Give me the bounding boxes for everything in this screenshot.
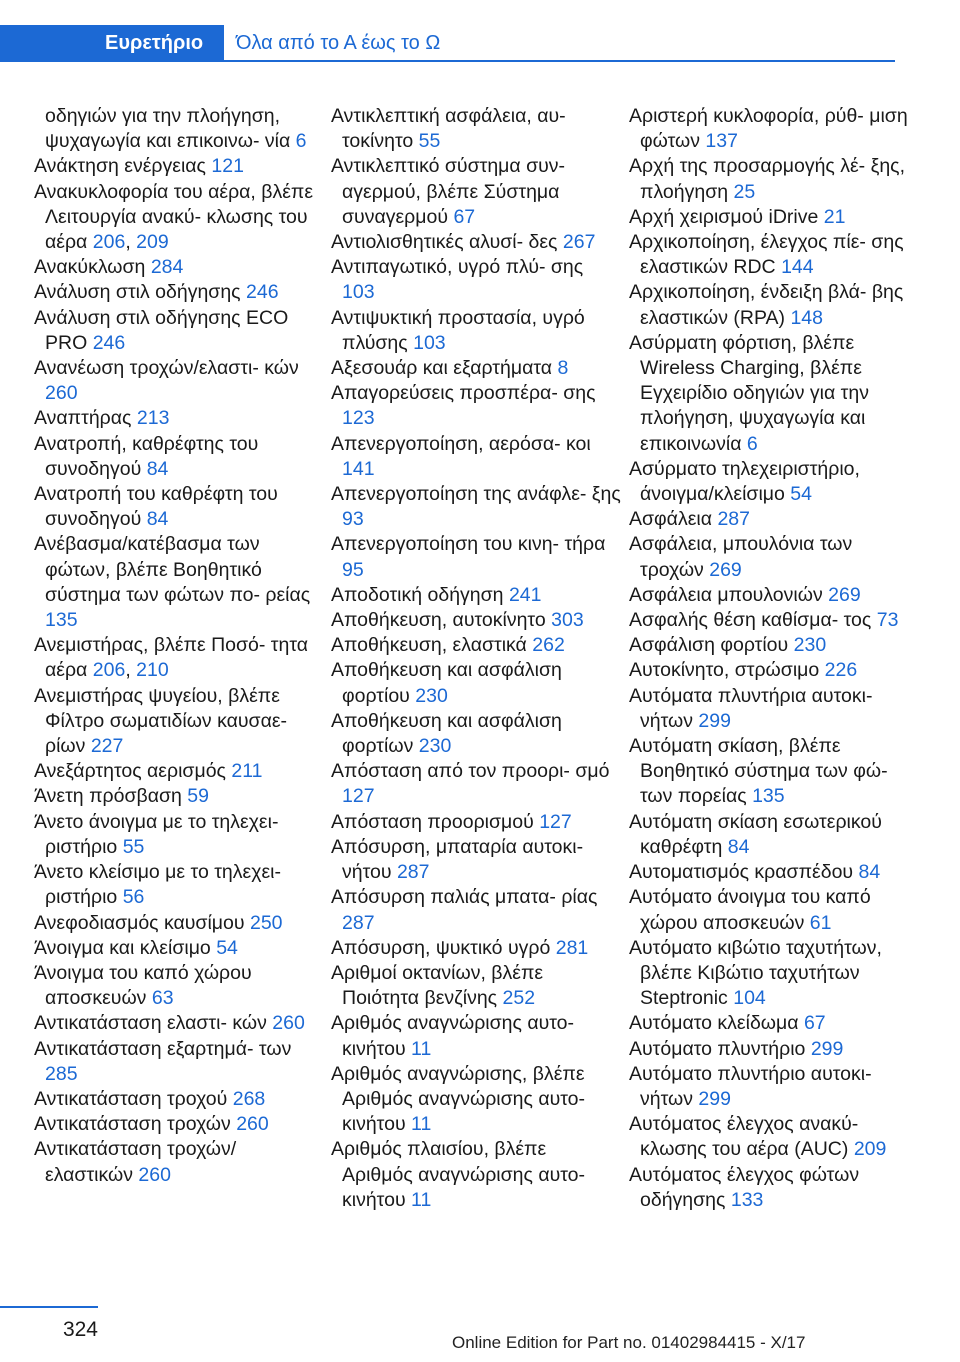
page-reference-link[interactable]: 299 (810, 1037, 844, 1060)
index-term: Ανεξάρτητος αερισμός (34, 760, 226, 783)
page-reference-link[interactable]: 6 (746, 432, 758, 455)
page-reference-link[interactable]: 55 (418, 130, 441, 153)
page-reference-link[interactable]: 269 (709, 558, 742, 581)
index-term: Αναπτήρας (34, 407, 132, 430)
index-entry (34, 784, 324, 809)
index-term: Άνετο άνοιγμα με το τηλεχει‐ ριστήριο (34, 810, 279, 858)
index-entry (629, 1163, 919, 1213)
index-term: Αντικλεπτικό σύστημα συν‐ αγερμού, βλέπε Σύστημα συναγερμού (331, 155, 566, 228)
index-term: Αυτόματο άνοιγμα του καπό χώρου αποσκευών (629, 886, 871, 934)
index-entry (629, 507, 919, 532)
index-entry (629, 205, 919, 230)
index-entry (629, 1112, 919, 1162)
index-term: Αντικατάσταση τροχών (34, 1113, 231, 1136)
edition-footer: Online Edition for Part no. 01402984415 - X/17 (452, 1333, 806, 1352)
index-entry (34, 911, 324, 936)
index-term: Απενεργοποίηση, αερόσα‐ κοι (331, 432, 591, 455)
index-term: Αυτοματισμός κρασπέδου (629, 861, 854, 884)
page-reference-link[interactable]: 123 (342, 407, 375, 430)
page-reference-link[interactable]: 303 (551, 609, 584, 632)
index-entry (331, 230, 621, 255)
index-term: Απαγορεύσεις προσπέρα‐ σης (331, 382, 596, 405)
index-term: Απόσταση από τον προορι‐ σμό (331, 760, 610, 783)
index-term: Ασύρματη φόρτιση, βλέπε Wireless Charging, βλέπε Εγχειρίδιο οδηγιών για την πλοήγηση, ψυχαγωγία και επικοινωνία (629, 331, 869, 455)
page-reference-link[interactable]: 133 (730, 1188, 764, 1211)
index-entry (34, 306, 324, 356)
index-term: Ανεφοδιασμός καυσίμου (34, 911, 245, 934)
index-term: Αποθήκευση και ασφάλιση φορτίου (331, 659, 562, 707)
page-reference-link[interactable]: 246 (246, 281, 279, 304)
page-reference-link[interactable]: 287 (342, 911, 375, 934)
page-reference-link[interactable]: 268 (232, 1087, 266, 1110)
page-reference-link[interactable]: 95 (342, 558, 364, 581)
index-entry (34, 1011, 324, 1036)
index-entry (34, 860, 324, 910)
page-reference-link[interactable]: 209 (136, 231, 169, 254)
index-entry (331, 633, 621, 658)
page-reference-link[interactable]: 67 (453, 205, 476, 228)
page-reference-link[interactable]: 103 (342, 281, 375, 304)
index-term: Ανατροπή του καθρέφτη του συνοδηγού (34, 483, 278, 531)
page-reference-link[interactable]: 241 (508, 583, 542, 606)
index-term: Αριθμός πλαισίου, βλέπε Αριθμός αναγνώρισης αυτο‐ κινήτου (331, 1138, 586, 1211)
page-reference-link[interactable]: 11 (411, 1037, 432, 1060)
page-reference-link[interactable]: 54 (790, 483, 812, 506)
page-reference-link[interactable]: 260 (45, 382, 78, 405)
index-entry (629, 230, 919, 280)
page-reference-link[interactable]: 206 (92, 231, 126, 254)
page-reference-link[interactable]: 148 (790, 306, 823, 329)
index-entry (629, 608, 919, 633)
index-term: Απενεργοποίηση της ανάφλε‐ ξης (331, 483, 621, 506)
index-term: Αυτοκίνητο, στρώσιμο (629, 659, 820, 682)
page-reference-link[interactable]: 206 (92, 659, 126, 682)
page-reference-link[interactable]: 246 (92, 331, 126, 354)
index-term: Αυτόματη σκίαση εσωτερικού καθρέφτη (629, 810, 882, 858)
index-entry-continuation (34, 104, 324, 154)
index-entry: Ανεμιστήρας, βλέπε Ποσό‐ τητα αέρα 206, 210 (34, 634, 309, 682)
page-reference-link[interactable]: 213 (136, 407, 170, 430)
index-entry (331, 482, 621, 532)
page-reference-link[interactable]: 252 (502, 987, 536, 1010)
page-reference-link[interactable]: 260 (272, 1012, 305, 1035)
index-entry (331, 356, 621, 381)
index-entry (331, 835, 621, 885)
index-term: Ασφαλής θέση καθίσμα‐ τος (629, 609, 872, 632)
index-term: Αποδοτική οδήγηση (331, 583, 504, 606)
top-bar (0, 0, 960, 62)
page-reference-link[interactable]: 227 (90, 735, 124, 758)
page-reference-link[interactable]: 11 (411, 1113, 432, 1136)
index-entry (34, 759, 324, 784)
index-entry (629, 532, 919, 582)
index-entry (331, 532, 621, 582)
index-term: Άνετη πρόσβαση (34, 785, 182, 808)
page-reference-link[interactable]: 260 (138, 1163, 171, 1186)
index-entry (629, 633, 919, 658)
index-entry (629, 1011, 919, 1036)
index-term: Ασφάλεια μπουλονιών (629, 583, 823, 606)
page-reference-link[interactable]: 55 (122, 835, 145, 858)
index-entry (629, 457, 919, 507)
page-reference-link[interactable]: 84 (858, 861, 881, 884)
index-term: Αντικλεπτική ασφάλεια, αυ‐ τοκίνητο (331, 105, 566, 153)
index-entry (331, 432, 621, 482)
page-reference-link[interactable]: 269 (828, 583, 861, 606)
index-entry (629, 331, 919, 457)
index-entry (331, 709, 621, 759)
index-term: Αποθήκευση και ασφάλιση φορτίων (331, 709, 562, 758)
index-entry (34, 961, 324, 1011)
index-entry (331, 885, 621, 935)
index-term: Αντικατάσταση ελαστι‐ κών (34, 1012, 267, 1035)
page-reference-link[interactable]: 135 (752, 785, 785, 808)
index-term: Αυτόματος έλεγχος ανακύ‐ κλωσης του αέρα (AUC) (629, 1113, 859, 1161)
index-term: Ανάκτηση ενέργειας (34, 155, 206, 178)
page-reference-link[interactable]: 299 (698, 709, 731, 732)
index-entry (34, 255, 324, 280)
page-reference-link[interactable]: 121 (211, 155, 244, 178)
index-term: Αντιψυκτική προστασία, υγρό πλύσης (331, 306, 585, 354)
index-term: Άνετο κλείσιμο με το τηλεχει‐ ριστήριο (34, 861, 281, 909)
index-entry (629, 810, 919, 860)
page-reference-link[interactable]: 135 (45, 609, 78, 632)
page-reference-link[interactable]: 226 (824, 659, 858, 682)
header-divider (0, 60, 895, 62)
index-term: Ανανέωση τροχών/ελαστι‐ κών (34, 357, 299, 380)
index-term: Αριθμός αναγνώρισης αυτο‐ κινήτου (331, 1012, 575, 1060)
page-reference-link[interactable]: 210 (136, 659, 169, 682)
page-reference-link[interactable]: 137 (705, 130, 738, 153)
index-term: Ασφάλιση φορτίου (629, 634, 789, 657)
index-entry: Ανακυκλοφορία του αέρα, βλέπε Λειτουργία ανακύ‐ κλωσης του αέρα 206, 209 (34, 180, 314, 254)
index-term: Ανάλυση στιλ οδήγησης (34, 281, 241, 304)
index-term: Αυτόματο πλυντήριο αυτοκι‐ νήτων (629, 1062, 872, 1110)
index-entry (629, 583, 919, 608)
index-term: Αρχή χειρισμού iDrive (629, 205, 819, 228)
index-term: Αρχή της προσαρμογής λέ‐ ξης, πλοήγηση (629, 155, 905, 203)
index-term: Αυτόματο κιβώτιο ταχυτήτων, βλέπε Κιβώτιο ταχυτήτων Steptronic (629, 936, 882, 1010)
index-entry (331, 104, 621, 154)
index-entry (34, 406, 324, 431)
index-term: Αριθμός αναγνώρισης, βλέπε Αριθμός αναγνώρισης αυτο‐ κινήτου (331, 1062, 586, 1136)
page-reference-link[interactable]: 230 (418, 735, 452, 758)
page-reference-link[interactable]: 21 (823, 205, 846, 228)
index-entry (331, 1137, 621, 1213)
index-term: Αποθήκευση, αυτοκίνητο (331, 609, 546, 632)
index-term: Ανακύκλωση (34, 256, 146, 279)
index-entry (34, 280, 324, 305)
index-entry (34, 1037, 324, 1087)
index-column-3 (629, 104, 919, 1213)
index-term: Αντιπαγωτικό, υγρό πλύ‐ σης (331, 256, 584, 279)
index-entry (331, 1011, 621, 1061)
index-term: Ανακυκλοφορία του αέρα, βλέπε Λειτουργία ανακύ‐ κλωσης του αέρα (34, 180, 314, 254)
index-entry (34, 432, 324, 482)
page-reference-link[interactable]: 281 (555, 936, 589, 959)
page-reference-link[interactable]: 284 (150, 256, 184, 279)
index-term: Απόσυρση παλιάς μπατα‐ ρίας (331, 886, 598, 909)
page-reference-link[interactable]: 59 (187, 785, 209, 808)
page-reference-link[interactable]: 93 (342, 508, 364, 531)
index-entry (331, 1062, 621, 1138)
page-reference-link[interactable]: 250 (249, 911, 283, 934)
page-reference-link[interactable]: 11 (411, 1188, 432, 1211)
index-term: Απενεργοποίηση του κινη‐ τήρα (331, 533, 606, 556)
index-term: Αυτόματα πλυντήρια αυτοκι‐ νήτων (629, 684, 873, 732)
page-reference-link[interactable]: 25 (733, 180, 756, 203)
page-reference-link[interactable]: 6 (295, 130, 307, 153)
index-term: Ασύρματο τηλεχειριστήριο, άνοιγμα/κλείσιμο (629, 457, 860, 506)
index-term: Αποθήκευση, ελαστικά (331, 634, 527, 657)
page-reference-link[interactable]: 127 (342, 785, 375, 808)
page-reference-link[interactable]: 260 (236, 1113, 269, 1136)
page-reference-link[interactable]: 299 (698, 1087, 731, 1110)
page-reference-link[interactable]: 285 (45, 1062, 78, 1085)
tab-index[interactable]: Ευρετήριο (0, 25, 224, 61)
index-entry (34, 482, 324, 532)
index-entry (331, 810, 621, 835)
page-reference-link[interactable]: 84 (146, 508, 169, 531)
index-term: Αυτόματος έλεγχος φώτων οδήγησης (629, 1163, 860, 1211)
index-entry (331, 255, 621, 305)
index-term: Αντικατάσταση εξαρτημά‐ των (34, 1037, 292, 1060)
index-entry (331, 759, 621, 809)
index-entry (34, 1137, 324, 1187)
index-term: Απόσταση προορισμού (331, 810, 534, 833)
index-entry (629, 1037, 919, 1062)
index-entry (331, 608, 621, 633)
index-entry (331, 961, 621, 1011)
index-term: Ανέβασμα/κατέβασμα των φώτων, βλέπε Βοηθητικό σύστημα των φώτων πο‐ ρείας (34, 533, 311, 606)
index-term: Αρχικοποίηση, έλεγχος πίε‐ σης ελαστικών RDC (629, 231, 904, 279)
page-reference-link[interactable]: 209 (853, 1138, 887, 1161)
index-term: Αξεσουάρ και εξαρτήματα (331, 357, 553, 380)
index-entry (629, 154, 919, 204)
index-entry (34, 1112, 324, 1137)
index-term: Αντικατάσταση τροχών/ ελαστικών (34, 1138, 237, 1186)
index-term: Αυτόματο κλείδωμα (629, 1012, 799, 1035)
page-reference-link[interactable]: 104 (733, 987, 766, 1010)
index-entry (34, 1087, 324, 1112)
index-term: Ανεμιστήρας ψυγείου, βλέπε Φίλτρο σωματιδίων καυσαε‐ ρίων (34, 684, 288, 758)
page-reference-link[interactable]: 267 (562, 231, 596, 254)
page-reference-link[interactable]: 262 (532, 634, 565, 657)
index-entry (34, 810, 324, 860)
page-reference-link[interactable]: 287 (396, 861, 430, 884)
index-term: Άνοιγμα του καπό χώρου αποσκευών (34, 961, 252, 1010)
index-entry (331, 936, 621, 961)
page-reference-link[interactable]: 230 (793, 634, 827, 657)
index-entry (34, 356, 324, 406)
page-reference-link[interactable]: 141 (342, 457, 375, 480)
index-term: Αυτόματη σκίαση, βλέπε Βοηθητικό σύστημα των φώ‐ των πορείας (629, 735, 888, 808)
index-entry (331, 381, 621, 431)
breadcrumb[interactable]: Όλα από το Α έως το Ω (236, 32, 441, 54)
index-entry (331, 583, 621, 608)
page-reference-link[interactable]: 61 (809, 911, 832, 934)
index-entry (331, 658, 621, 708)
footer-divider (0, 1306, 98, 1308)
index-term: Αυτόματο πλυντήριο (629, 1037, 806, 1060)
index-column-2 (331, 104, 621, 1213)
index-entry (629, 684, 919, 734)
index-term: Απόσυρση, μπαταρία αυτοκι‐ νήτου (331, 835, 584, 884)
page-reference-link[interactable]: 127 (539, 810, 572, 833)
index-entry (629, 104, 919, 154)
index-entry (34, 532, 324, 633)
index-term: Αρχικοποίηση, ένδειξη βλά‐ βης ελαστικών (RPA) (629, 281, 904, 329)
page-reference-link[interactable]: 230 (415, 684, 448, 707)
page-reference-link[interactable]: 144 (781, 256, 814, 279)
index-term: Ανατροπή, καθρέφτης του συνοδηγού (34, 432, 259, 480)
index-entry (331, 306, 621, 356)
index-term: Αντικατάσταση τροχού (34, 1087, 228, 1110)
page-reference-link[interactable]: 63 (151, 987, 174, 1010)
index-term: Αριθμοί οκτανίων, βλέπε Ποιότητα βενζίνης (331, 961, 544, 1010)
index-term: Ασφάλεια, μπουλόνια των τροχών (629, 533, 853, 581)
page-reference-link[interactable]: 8 (557, 357, 569, 380)
index-entry (331, 154, 621, 230)
page-reference-link[interactable]: 287 (717, 508, 750, 531)
page-reference-link[interactable]: 73 (876, 609, 899, 632)
index-entry (34, 154, 324, 179)
page-number: 324 (62, 1318, 98, 1341)
index-term: Ασφάλεια (629, 508, 713, 531)
page-reference-link[interactable]: 84 (727, 835, 750, 858)
index-entry (629, 885, 919, 935)
index-entry (629, 1062, 919, 1112)
index-entry (34, 936, 324, 961)
index-term: Απόσυρση, ψυκτικό υγρό (331, 936, 551, 959)
page-reference-link[interactable]: 103 (413, 331, 446, 354)
index-entry (629, 734, 919, 810)
index-term: Αντιολισθητικές αλυσί‐ δες (331, 231, 558, 254)
index-entry (629, 280, 919, 330)
page-reference-link[interactable]: 54 (216, 936, 238, 959)
index-entry (34, 684, 324, 760)
page-reference-link[interactable]: 84 (146, 457, 169, 480)
page-reference-link[interactable]: 56 (122, 886, 145, 909)
index-term: Ανεμιστήρας, βλέπε Ποσό‐ τητα αέρα (34, 634, 309, 682)
index-column-1 (34, 104, 324, 1188)
index-term: οδηγιών για την πλοήγηση, ψυχαγωγία και επικοινω‐ νία (45, 105, 291, 153)
index-term: Αριστερή κυκλοφορία, ρύθ‐ μιση φώτων (629, 105, 908, 153)
index-entry (629, 936, 919, 1012)
page-reference-link[interactable]: 211 (231, 760, 263, 783)
page-reference-link[interactable]: 67 (803, 1012, 826, 1035)
index-term: Ανάλυση στιλ οδήγησης ECO PRO (34, 306, 289, 354)
index-entry (629, 860, 919, 885)
index-term: Άνοιγμα και κλείσιμο (34, 936, 211, 959)
index-entry (629, 658, 919, 683)
